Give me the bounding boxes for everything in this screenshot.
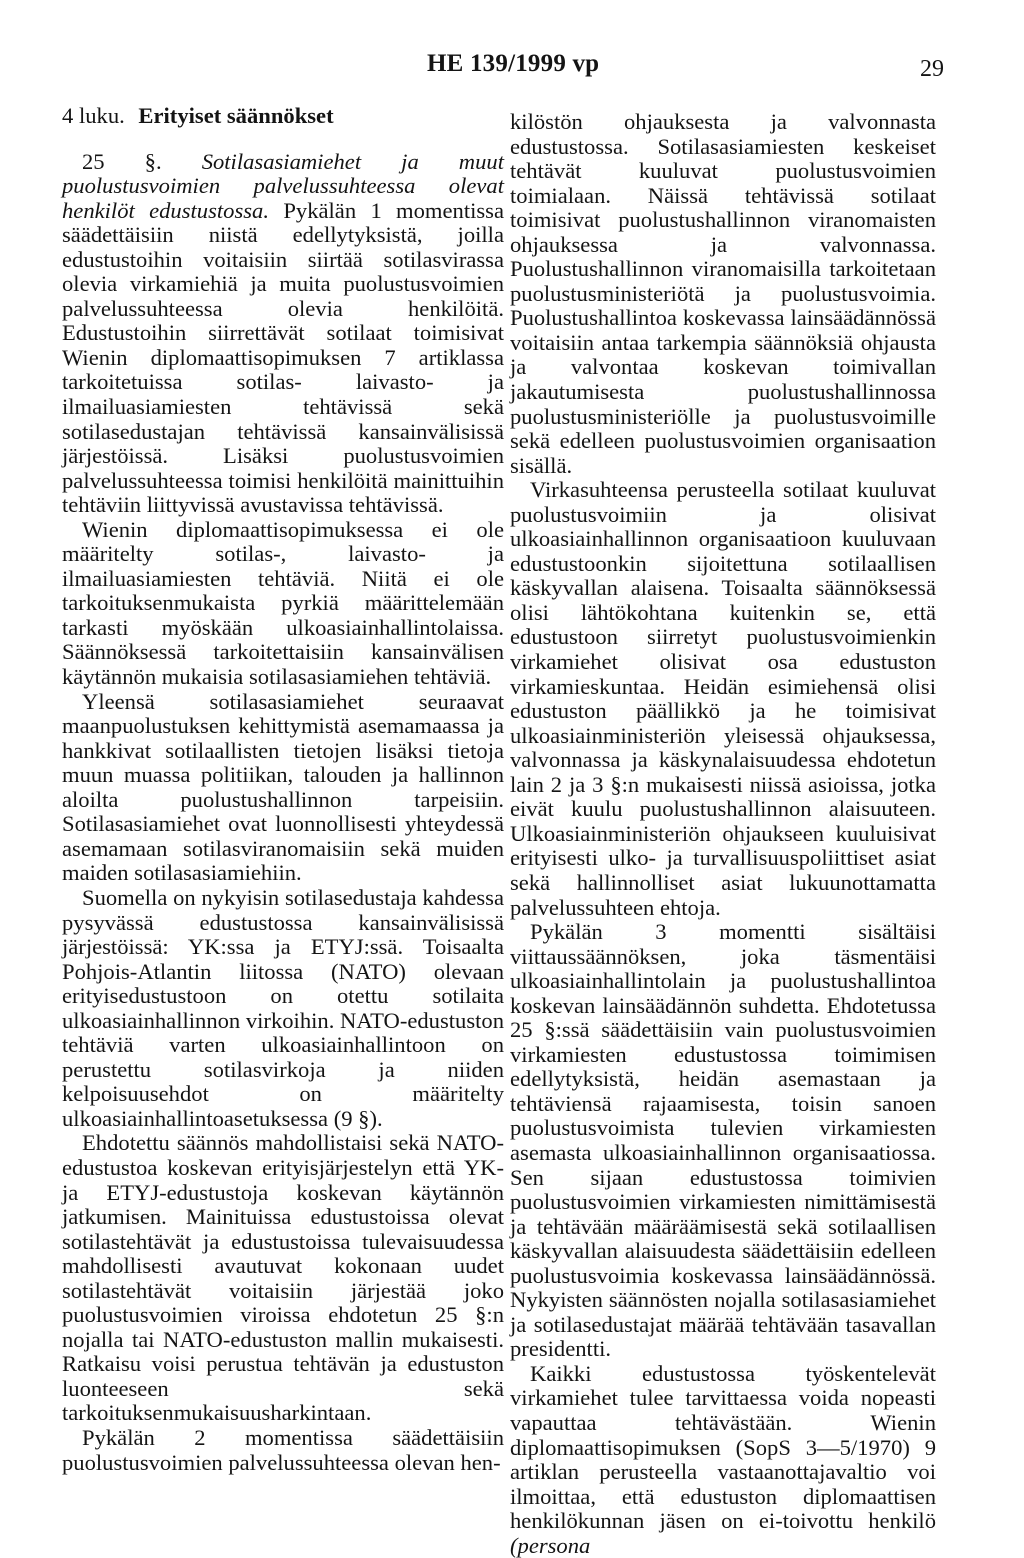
paragraph: Yleensä sotilasasiamiehet seuraavat maanpuolustuksen kehittymistä asemamaassa ja hankkivat sotilaallisten tietojen lisäksi tietoja muun muassa politiikan, talouden ja hallinnon aloilta puolustushallinnon tarpeisiin. Sotilasasiamiehet ovat luonnollisesti yhteydessä asemamaan sotilasviranomaisiin sekä muiden maiden sotilasasiamiehiin. — [62, 688, 504, 886]
chapter-heading — [62, 104, 504, 129]
paragraph — [510, 1362, 936, 1558]
latin-term: (persona — [510, 1532, 591, 1558]
paragraph-continued: kilöstön ohjauksesta ja valvonnasta edustustossa. Sotilasasiamiesten keskeiset tehtävät kuuluvat puolustusvoimien toimialaan. Näissä tehtävissä sotilaat toimisivat puolustushallinnon viranomaisten ohjauksessa ja valvonnassa. Puolustushallinnon viranomaisilla tarkoitetaan puolustusministeriötä ja puolustusvoimia. Puolustushallintoa koskevassa lainsäädännössä voitaisiin antaa tarkempia säännöksiä ohjausta ja valvontaa koskevan toimivallan jakautumisesta puolustushallinnossa puolustusministeriölle ja puolustusvoimille sekä edelleen puolustusvoimien organisaation sisällä. — [510, 109, 936, 478]
section-number: 25 §. — [82, 148, 162, 174]
paragraph: Suomella on nykyisin sotilasedustaja kahdessa pysyvässä edustustossa kansainvälisissä järjestöissä: YK:ssa ja ETYJ:ssä. Toisaalta Pohjois-Atlantin liitossa (NATO) olevaan erityisedustustoon on otettu sotilaita ulkoasiainhallinnon virkoihin. NATO-edustuston tehtäviä varten ulkoasiainhallintoon on perustettu sotilasvirkoja ja niiden kelpoisuusehdot on määritelty ulkoasiainhallintoasetuksessa (9 §). — [62, 884, 505, 1131]
page-number: 29 — [920, 56, 944, 82]
chapter-number: 4 luku. — [62, 103, 125, 128]
document-id: HE 139/1999 vp — [427, 50, 600, 77]
page-header — [0, 50, 1024, 90]
paragraph: Pykälän 2 momentissa säädettäisiin puolustusvoimien palvelussuhteessa olevan hen- — [62, 1424, 504, 1475]
paragraph: Wienin diplomaattisopimuksessa ei ole määritelty sotilas-, laivasto- ja ilmailuasiamiesten tehtäviä. Niitä ei ole tarkoituksenmukaista pyrkiä määrittelemään tarkasti myöskään ulkoasiainhallintolaissa. Säännöksessä tarkoitettaisiin kansainvälisen käytännön mukaisia sotilasasiamiehen tehtäviä. — [62, 516, 504, 690]
paragraph: Virkasuhteensa perusteella sotilaat kuuluvat puolustusvoimiin ja olisivat ulkoasiainhallinnon organisaatioon kuuluvaan edustustoonkin sijoitettuna sotilaallisen käskyvallan alaisena. Toisaalta säännöksessä olisi lähtökohtana kuitenkin se, että edustustoon siirretyt puolustusvoimienkin virkamiehet olisivat osa edustuston virkamieskuntaa. Heidän esimiehensä olisi edustuston päällikkö ja he toimisivat ulkoasiainministeriön yleisessä ohjauksessa, valvonnassa ja käskynalaisuudessa ehdotetun lain 2 ja 3 §:n mukaisesti niissä asioissa, jotka eivät kuulu puolustushallinnon alaisuuteen. Ulkoasiainministeriön ohjaukseen kuuluisivat erityisesti ulko- ja turvallisuuspoliittiset asiat sekä hallinnolliset asiat lukuunottamatta palvelussuhteen ehtoja. — [510, 477, 936, 920]
paragraph-text: Pykälän 1 momentissa säädettäisiin niistä edellytyksistä, joilla edustustoihin voitaisiin siirtää sotilasvirassa olevia virkamiehiä ja muita puolustusvoimien palvelussuhteessa olevia henkilöitä. Edustustoihin siirrettävät sotilaat toimisivat Wienin diplomaattisopimuksen 7 artiklassa tarkoitetuissa sotilas- laivasto- ja ilmailuasiamiesten tehtävissä sekä sotilasedustajan tehtävissä kansainvälisissä järjestöissä. Lisäksi puolustusvoimien palvelussuhteessa toimisi henkilöitä mainittuihin tehtäviin liittyvissä avustavissa tehtävissä. — [62, 197, 504, 518]
paragraph: Pykälän 3 momentti sisältäisi viittaussäännöksen, joka täsmentäisi ulkoasiainhallintolain ja puolustushallintoa koskevan lainsäädännön suhdetta. Ehdotetussa 25 §:ssä säädettäisiin vain puolustusvoimien virkamiesten edustustossa toimimisen edellytyksistä, heidän asemastaan ja tehtäviensä rajaamisesta, toisin sanoen puolustusvoimista tulevien virkamiesten asemasta ulkoasiainhallinnon organisaatiossa. Sen sijaan edustustossa toimivien puolustusvoimien virkamiesten nimittämisestä ja tehtävään määräämisestä sekä sotilaallisen käskyvallan alaisuudesta säädettäisiin edelleen puolustusvoimia koskevassa lainsäädännössä. Nykyisten säännösten nojalla sotilasasiamiehet ja sotilasedustajat määrää tehtävään tasavallan presidentti. — [510, 919, 936, 1362]
paragraph: Ehdotettu säännös mahdollistaisi sekä NATO-edustustoa koskevan erityisjärjestelyn että YK- ja ETYJ-edustustoja koskevan käytännön jatkumisen. Mainituissa edustustoissa olevat sotilastehtävät ja edustustoissa tulevaisuudessa mahdollisesti avautuvat kokonaan uudet sotilastehtävät voitaisiin järjestää joko puolustusvoimien viroissa ehdotetun 25 §:n nojalla tai NATO-edustuston mallin mukaisesti. Ratkaisu voisi perustua tehtävän ja edustuston luonteeseen sekä tarkoituksenmukaisuusharkintaan. — [62, 1130, 504, 1426]
chapter-title: Erityiset säännökset — [138, 103, 334, 128]
section-paragraph — [62, 150, 504, 518]
right-column — [510, 110, 936, 1558]
left-column — [62, 100, 504, 1475]
section-title: Sotilasasiamiehet ja muut puolustusvoimien palvelussuhteessa olevat henkilöt edustustossa. — [62, 148, 504, 223]
paragraph-text: Kaikki edustustossa työskentelevät virkamiehet tulee tarvittaessa voida nopeasti vapauttaa tehtävästään. Wienin diplomaattisopimuksen (SopS 3—5/1970) 9 artiklan perusteella vastaanottajavaltio voi ilmoittaa, että edustuston diplomaattisen henkilökunnan jäsen on ei-toivottu henkilö — [510, 1360, 936, 1534]
